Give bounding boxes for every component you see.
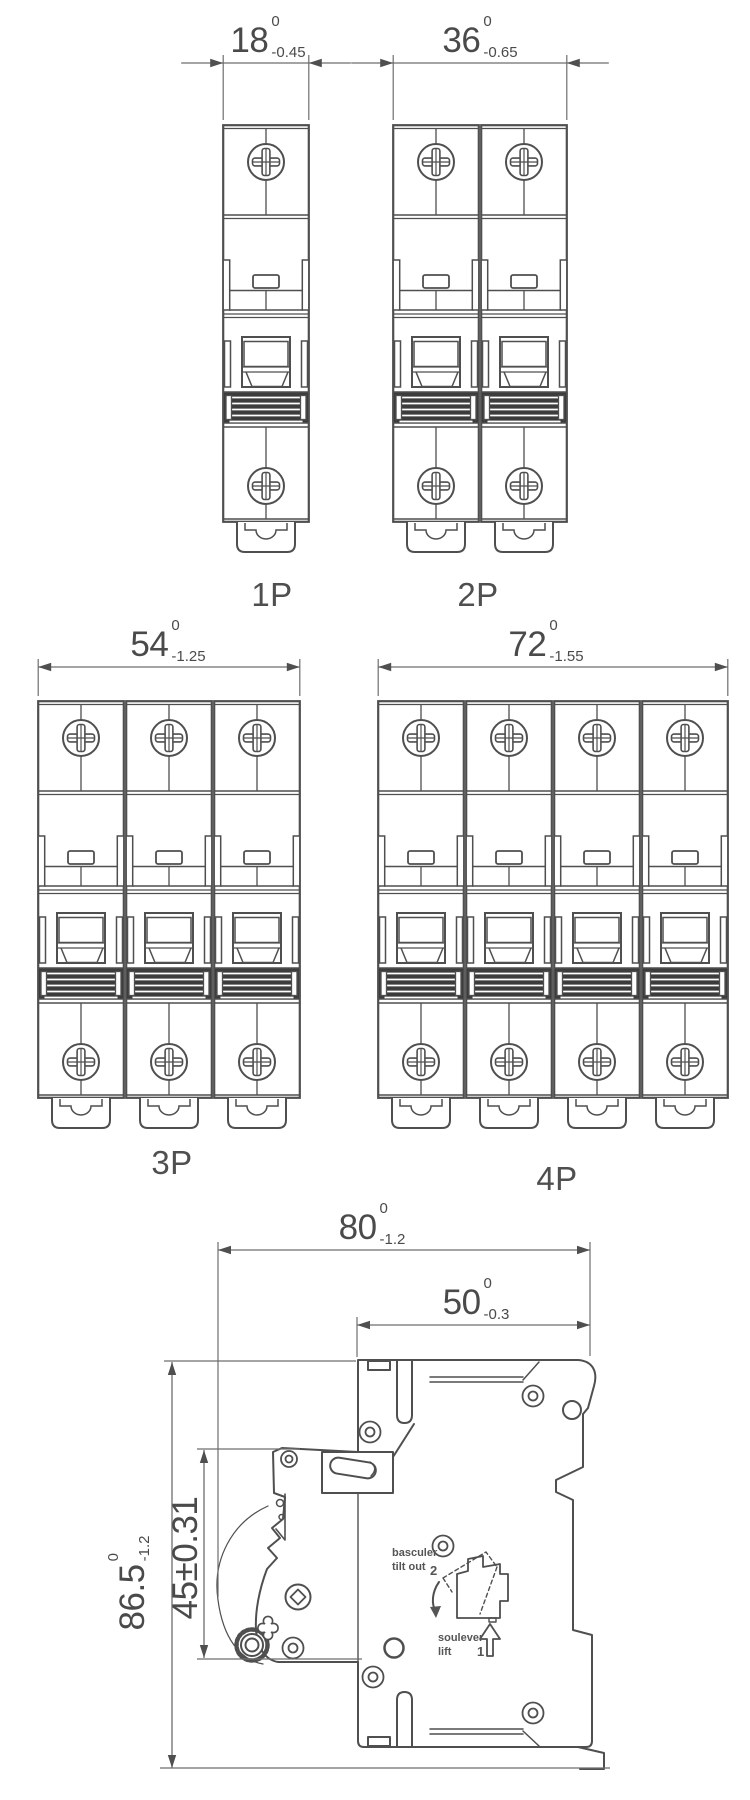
pole-module: [642, 701, 728, 1128]
label-window: [672, 851, 698, 864]
tolerance-upper: 0: [549, 617, 558, 634]
din-clip: [237, 522, 295, 552]
dim-value: 50: [442, 1283, 481, 1322]
arc-vent-block: [378, 968, 464, 999]
view-label-4p: 4P: [536, 1160, 578, 1197]
terminal-screw: [667, 720, 703, 756]
terminal-screw: [506, 144, 542, 180]
din-clip: [228, 1098, 286, 1128]
label-window: [423, 275, 449, 288]
arc-vent-block: [466, 968, 552, 999]
terminal-screw: [239, 720, 275, 756]
arc-vent-block: [554, 968, 640, 999]
annotation-lift-en: lift: [438, 1646, 452, 1658]
tolerance-upper: 0: [271, 13, 280, 30]
dim-value: 45±0.31: [166, 1496, 205, 1620]
label-window: [511, 275, 537, 288]
dim-value: 80: [338, 1208, 377, 1247]
terminal-screw: [239, 1044, 275, 1080]
pole-module: [126, 701, 212, 1128]
dim-tolerance: [483, 14, 517, 60]
din-foot-tab: [578, 1747, 604, 1769]
din-clip: [568, 1098, 626, 1128]
terminal-screw: [403, 720, 439, 756]
din-clip: [52, 1098, 110, 1128]
pole-module: [481, 125, 567, 552]
tolerance-lower: -0.65: [483, 44, 518, 61]
arc-vent-block: [223, 392, 309, 423]
terminal-screw: [579, 720, 615, 756]
terminal-screw: [491, 720, 527, 756]
din-clip: [495, 522, 553, 552]
hinge-pin: [277, 1500, 284, 1507]
view-label-2p: 2P: [457, 576, 499, 613]
tolerance-lower: -1.55: [549, 648, 584, 665]
din-clip: [140, 1098, 198, 1128]
label-window: [156, 851, 182, 864]
dim-tolerance: [171, 618, 205, 664]
dim-width-3p: [130, 617, 206, 672]
breaker-front-view-2p: [393, 125, 567, 552]
dim-rail-depth: [442, 1275, 510, 1330]
label-window: [584, 851, 610, 864]
annotation-lift-fr: soulever: [438, 1632, 484, 1644]
terminal-screw: [418, 468, 454, 504]
arc-vent-block: [642, 968, 728, 999]
dim-total-depth: [338, 1200, 406, 1255]
tolerance-upper: 0: [379, 1200, 388, 1217]
din-clip: [392, 1098, 450, 1128]
square-socket: [286, 1585, 311, 1610]
tolerance-upper: 0: [483, 13, 492, 30]
tolerance-upper: 0: [483, 1275, 492, 1292]
terminal-screw: [151, 720, 187, 756]
dim-tolerance: [106, 1536, 152, 1562]
arc-vent-block: [393, 392, 479, 423]
view-label-3p: 3P: [151, 1144, 193, 1181]
dim-total-height: [105, 1535, 160, 1631]
step-number-1: 1: [477, 1644, 485, 1659]
pole-module: [393, 125, 479, 552]
tolerance-lower: -0.45: [271, 44, 306, 61]
pivot-dot: [385, 1639, 404, 1658]
breaker-front-view-4p: [378, 701, 728, 1128]
din-clip: [407, 522, 465, 552]
dim-tolerance: [484, 1276, 510, 1322]
terminal-screw: [63, 720, 99, 756]
tolerance-lower: -1.2: [136, 1535, 153, 1562]
hinge-pin-small: [279, 1515, 284, 1520]
dim-width-4p: [508, 617, 584, 672]
din-clip: [480, 1098, 538, 1128]
annotation-tilt-en: tilt out: [392, 1561, 426, 1573]
arc-vent-block: [38, 968, 124, 999]
arc-vent-block: [214, 968, 300, 999]
terminal-screw: [63, 1044, 99, 1080]
dim-handle-height: [167, 1497, 205, 1620]
terminal-screw: [491, 1044, 527, 1080]
pole-module: [214, 701, 300, 1128]
pole-module: [378, 701, 464, 1128]
label-window: [244, 851, 270, 864]
tolerance-lower: -1.25: [171, 648, 206, 665]
tolerance-lower: -1.2: [379, 1231, 406, 1248]
tolerance-upper: 0: [105, 1553, 122, 1562]
dim-width-1p: [230, 13, 306, 68]
dim-value: 72: [508, 625, 547, 664]
terminal-screw: [403, 1044, 439, 1080]
terminal-screw: [248, 144, 284, 180]
label-window: [408, 851, 434, 864]
breaker-front-view-1p: [223, 125, 309, 552]
dim-value: 86.5: [113, 1564, 152, 1631]
tolerance-lower: -0.3: [483, 1306, 510, 1323]
pole-module: [223, 125, 309, 552]
pole-module: [466, 701, 552, 1128]
terminal-screw: [506, 468, 542, 504]
arc-vent-block: [126, 968, 212, 999]
dim-tolerance: [380, 1201, 406, 1247]
pole-module: [554, 701, 640, 1128]
dim-value: 36: [442, 21, 481, 60]
terminal-screw: [248, 468, 284, 504]
pole-module: [38, 701, 124, 1128]
label-window: [68, 851, 94, 864]
din-clip: [656, 1098, 714, 1128]
dim-value: 54: [130, 625, 169, 664]
annotation-tilt-fr: basculer: [392, 1547, 438, 1559]
dim-tolerance: [549, 618, 583, 664]
dim-tolerance: [271, 14, 305, 60]
label-window: [253, 275, 279, 288]
mount-hole: [563, 1401, 581, 1419]
label-window: [496, 851, 522, 864]
dim-value: 18: [230, 21, 269, 60]
terminal-screw: [151, 1044, 187, 1080]
dim-width-2p: [442, 13, 518, 68]
terminal-screw: [667, 1044, 703, 1080]
tolerance-upper: 0: [171, 617, 180, 634]
breaker-front-view-3p: [38, 701, 300, 1128]
terminal-screw: [418, 144, 454, 180]
arc-vent-block: [481, 392, 567, 423]
step-number-2: 2: [430, 1563, 438, 1578]
view-label-1p: 1P: [251, 576, 293, 613]
terminal-screw: [579, 1044, 615, 1080]
